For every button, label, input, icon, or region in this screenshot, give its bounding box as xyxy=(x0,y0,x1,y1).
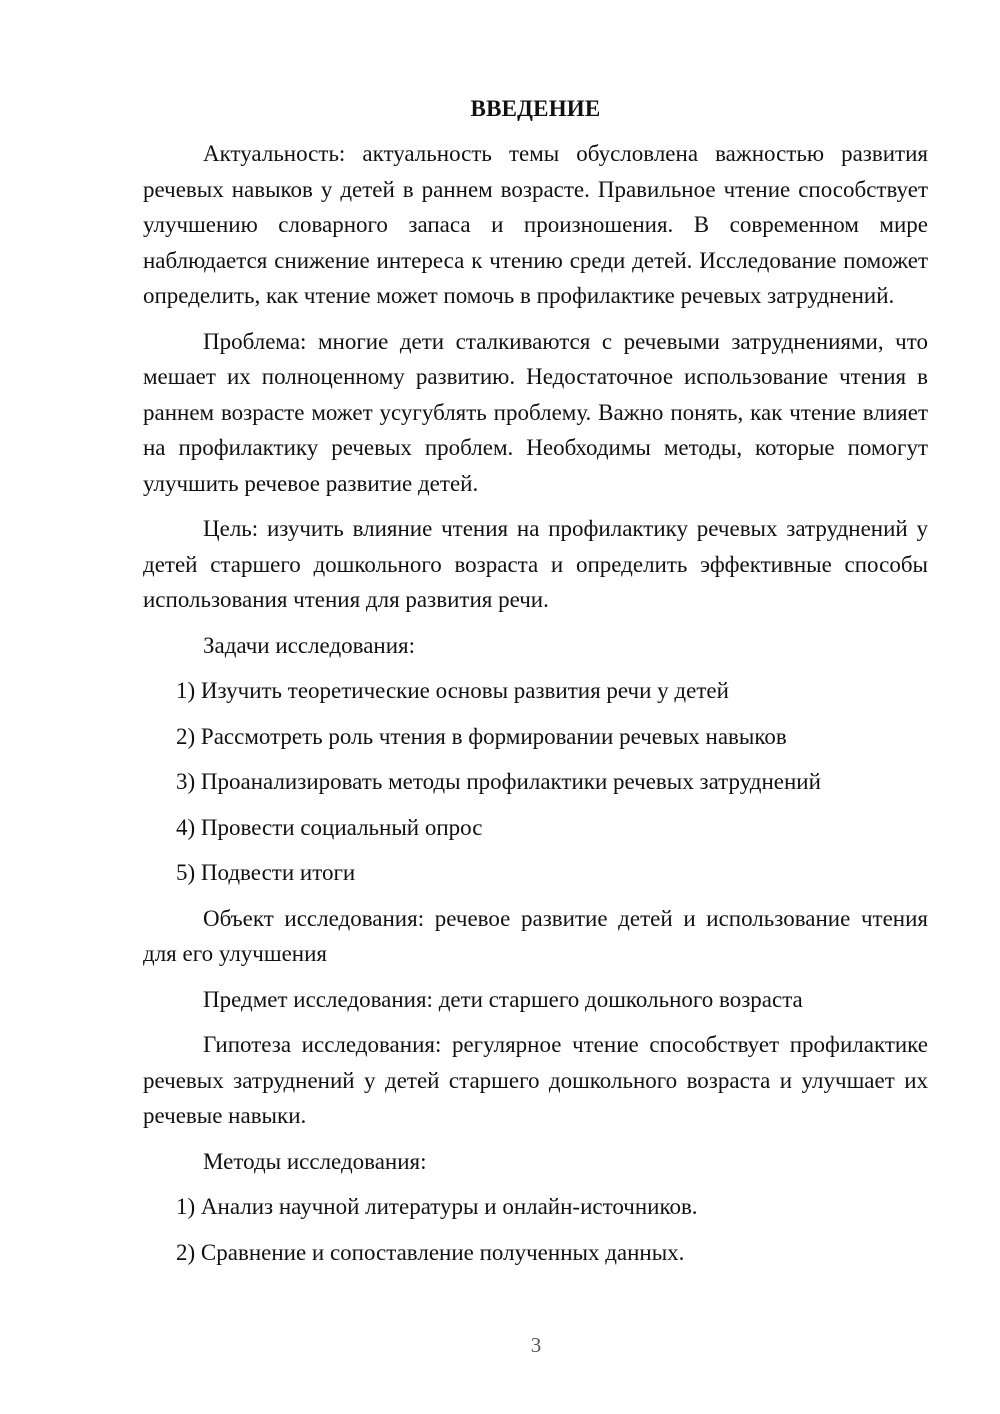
method-item: 1) Анализ научной литературы и онлайн-источников. xyxy=(176,1194,698,1219)
page-title: ВВЕДЕНИЕ xyxy=(470,96,601,121)
hypothesis-paragraph: Гипотеза исследования: регулярное чтение способствует профилактике речевых затруднений у детей старшего дошкольного возраста и улучшает их речевые навыки. xyxy=(143,1032,928,1128)
task-item: 1) Изучить теоретические основы развития речи у детей xyxy=(176,678,729,703)
tasks-list xyxy=(143,673,928,891)
goal-paragraph: Цель: изучить влияние чтения на профилактику речевых затруднений у детей старшего дошкольного возраста и определить эффективные способы использования чтения для развития речи. xyxy=(143,516,928,612)
task-item: 4) Провести социальный опрос xyxy=(176,814,483,840)
page-number: 3 xyxy=(530,1333,542,1357)
document-page xyxy=(143,94,928,1280)
methods-heading: Методы исследования: xyxy=(203,1148,427,1174)
method-item: 2) Сравнение и сопоставление полученных данных. xyxy=(176,1239,685,1265)
subject-paragraph: Предмет исследования: дети старшего дошкольного возраста xyxy=(203,986,803,1012)
tasks-heading: Задачи исследования: xyxy=(203,632,416,658)
task-item: 3) Проанализировать методы профилактики речевых затруднений xyxy=(176,769,821,794)
relevance-paragraph: Актуальность: актуальность темы обусловлена важностью развития речевых навыков у детей в раннем возрасте. Правильное чтение способствует улучшению словарного запаса и произношения. В современном мире наблюдается снижение интереса к чтению среди детей. Исследование поможет определить, как чтение может помочь в профилактике речевых затруднений. xyxy=(143,141,928,308)
problem-paragraph: Проблема: многие дети сталкиваются с речевыми затруднениями, что мешает их полноценному развитию. Недостаточное использование чтения в раннем возрасте может усугублять проблему. Важно понять, как чтение влияет на профилактику речевых проблем. Необходимы методы, которые помогут улучшить речевое развитие детей. xyxy=(143,328,928,496)
task-item: 5) Подвести итоги xyxy=(176,860,356,885)
object-paragraph: Объект исследования: речевое развитие детей и использование чтения для его улучшения xyxy=(143,905,928,966)
methods-list xyxy=(143,1189,928,1270)
task-item: 2) Рассмотреть роль чтения в формировании речевых навыков xyxy=(176,723,787,749)
